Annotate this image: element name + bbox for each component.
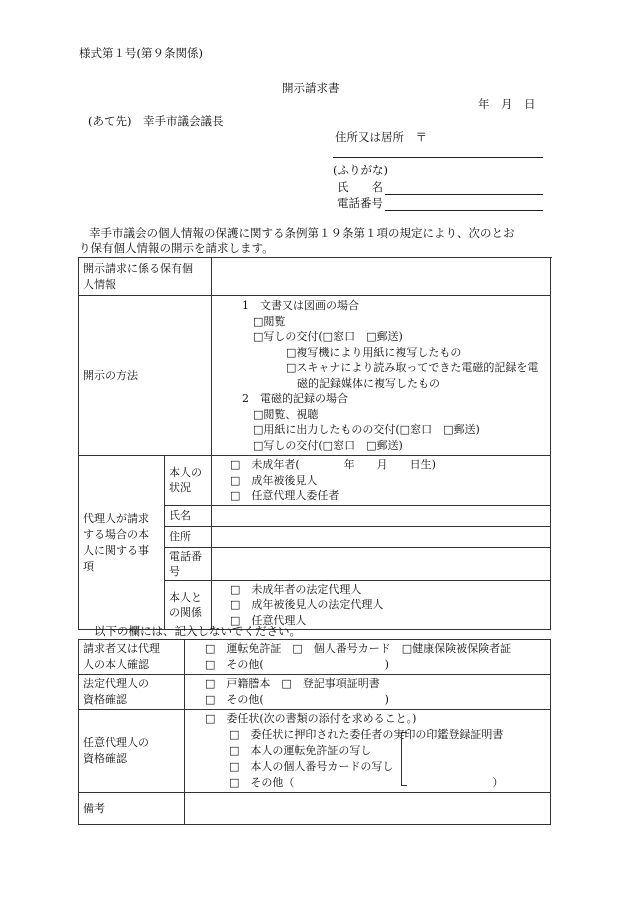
intro-line-1: 幸手市議会の個人情報の保護に関する条例第１９条第１項の規定により、次のとお: [89, 226, 515, 240]
furigana-label: (ふりがな): [333, 163, 388, 177]
date-line: 年 月 日: [478, 97, 536, 111]
office-use-table: [78, 639, 551, 825]
legal-agent-check-label: 法定代理人の 資格確認: [79, 675, 185, 710]
remarks-label: 備考: [79, 793, 185, 825]
office-use-note: 以下の欄には、記入しないでください。: [94, 624, 301, 638]
name-underline[interactable]: [385, 180, 543, 195]
agent-label: 代理人が請求 する場合の本 人に関する事 項: [79, 456, 165, 630]
method-options[interactable]: 1 文書又は図画の場合 □閲覧 □写しの交付(□窓口 □郵送) □複写機により用紙に複写したもの □スキャナにより読み取ってできた電磁的記録を電 磁的記録媒体に複写したもの 2 電磁的記録の場合 □閲覧、視聴 □用紙に出力したものの交付(□窓口 □郵送) □写しの交付(□窓口 □郵送): [212, 296, 551, 456]
relation-label: 本人との関係: [165, 580, 212, 630]
voluntary-agent-check-options[interactable]: □ 委任状(次の書類の添付を求めること。) □ 委任状に押印された委任者の実印の印鑑登録証明書 □ 本人の運転免許証の写し □ 本人の個人番号カードの写し □ その他（ ）: [185, 710, 551, 793]
status-label: 本人の状況: [165, 456, 212, 506]
info-field[interactable]: [212, 258, 551, 296]
info-label-cell: 開示請求に係る保有個 人情報: [79, 258, 212, 296]
form-title: 開示請求書: [282, 81, 340, 95]
status-options[interactable]: □ 未成年者( 年 月 日生) □ 成年被後見人 □ 任意代理人委任者: [212, 456, 551, 506]
address-label: 住所又は居所 〒: [335, 130, 427, 144]
intro-line-2: り保有個人情報の開示を請求します。: [79, 241, 274, 255]
identity-check-label: 請求者又は代理 人の本人確認: [79, 640, 185, 675]
addressee: (あて先) 幸手市議会議長: [88, 114, 224, 128]
name-label: 氏 名: [337, 180, 383, 194]
voluntary-agent-check-label: 任意代理人の 資格確認: [79, 710, 185, 793]
method-label: 開示の方法: [79, 296, 212, 456]
phone-underline[interactable]: [385, 196, 543, 211]
agent-name-field[interactable]: [212, 505, 551, 526]
form-number: 様式第１号(第９条関係): [79, 46, 203, 60]
address-underline[interactable]: [333, 143, 543, 158]
agent-name-label: 氏名: [165, 505, 212, 526]
request-table: [78, 257, 551, 630]
identity-check-options[interactable]: □ 運転免許証 □ 個人番号カード □健康保険被保険者証 □ その他( ): [185, 640, 551, 675]
agent-address-label: 住所: [165, 526, 212, 547]
relation-options[interactable]: □ 未成年者の法定代理人 □ 成年被後見人の法定代理人 □ 任意代理人: [212, 580, 551, 630]
phone-label: 電話番号: [337, 196, 383, 210]
agent-phone-label: 電話番号: [165, 547, 212, 580]
legal-agent-check-options[interactable]: □ 戸籍謄本 □ 登記事項証明書 □ その他( ): [185, 675, 551, 710]
agent-address-field[interactable]: [212, 526, 551, 547]
remarks-field[interactable]: [185, 793, 551, 825]
agent-phone-field[interactable]: [212, 547, 551, 580]
bracket-mark: [401, 732, 407, 786]
